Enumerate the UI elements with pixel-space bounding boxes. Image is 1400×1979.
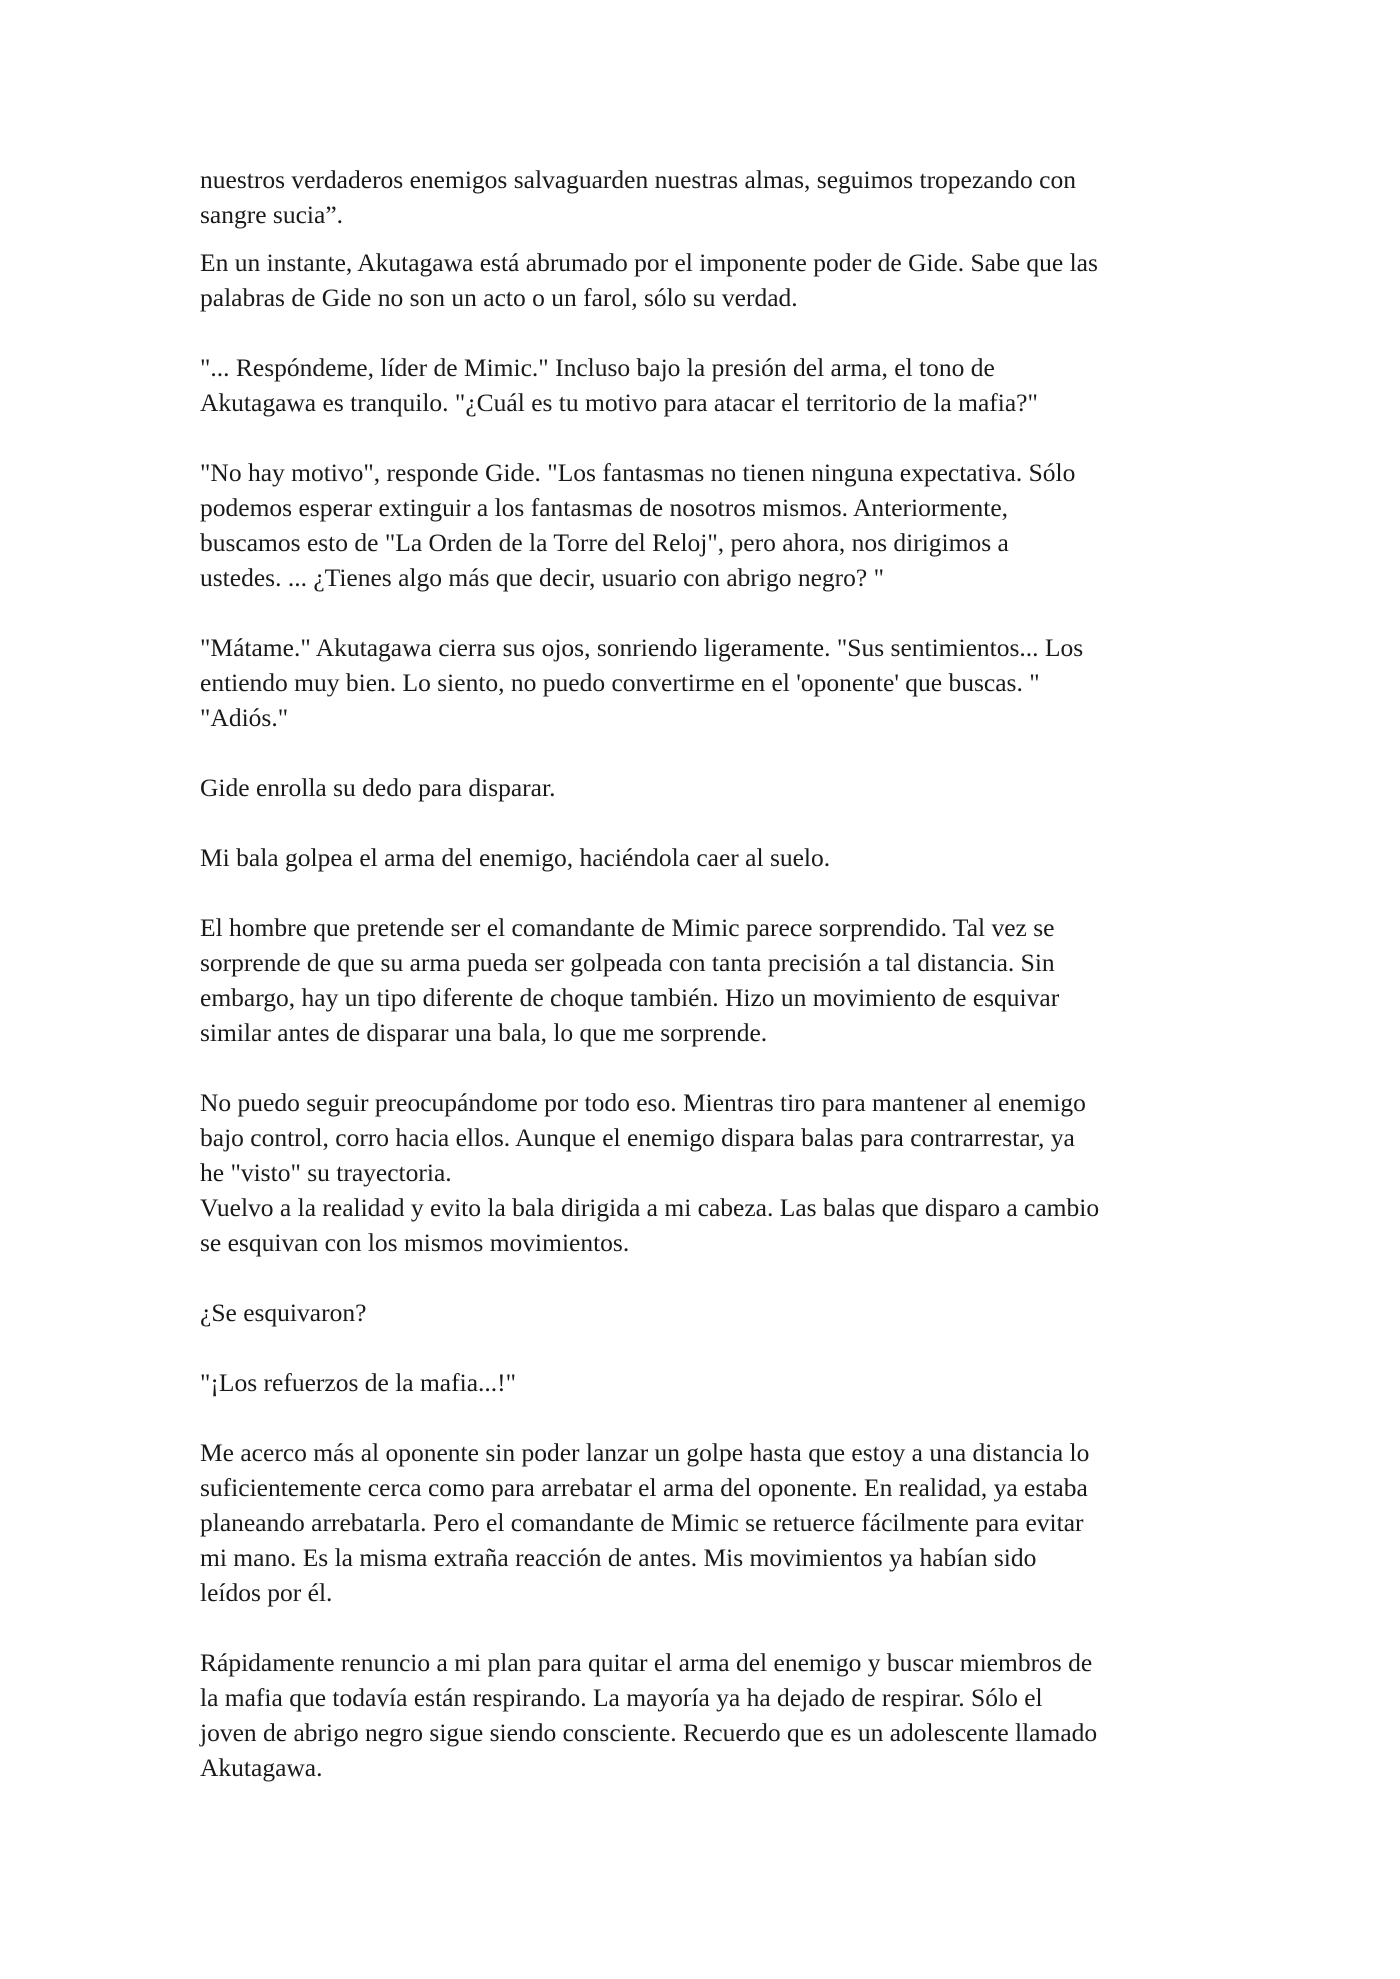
paragraph-7: Mi bala golpea el arma del enemigo, haciéndola caer al suelo. — [200, 843, 831, 872]
paragraph-5: "Mátame." Akutagawa cierra sus ojos, sonriendo ligeramente. "Sus sentimientos... Los entiendo muy bien. Lo siento, no puedo convertirme en el 'oponente' que buscas. " "Adiós." — [200, 633, 1084, 732]
paragraph-9: No puedo seguir preocupándome por todo eso. Mientras tiro para mantener al enemigo bajo control, corro hacia ellos. Aunque el enemigo dispara balas para contrarrestar, ya he "visto" su trayectoria. — [200, 1088, 1086, 1187]
paragraph-8: El hombre que pretende ser el comandante de Mimic parece sorprendido. Tal vez se sorprende de que su arma pueda ser golpeada con tanta precisión a tal distancia. Sin embargo, hay un tipo diferente de choque también. Hizo un movimiento de esquivar similar antes de disparar una bala, lo que me sorprende. — [200, 913, 1060, 1047]
paragraph-10: Vuelvo a la realidad y evito la bala dirigida a mi cabeza. Las balas que disparo a cambio se esquivan con los mismos movimientos. — [200, 1193, 1100, 1257]
paragraph-14: Rápidamente renuncio a mi plan para quitar el arma del enemigo y buscar miembros de la mafia que todavía están respirando. La mayoría ya ha dejado de respirar. Sólo el joven de abrigo negro sigue siendo consciente. Recuerdo que es un adolescente llamado Akutagawa. — [200, 1648, 1098, 1782]
document-page — [200, 162, 1210, 1785]
paragraph-11: ¿Se esquivaron? — [200, 1298, 367, 1327]
paragraph-4: "No hay motivo", responde Gide. "Los fantasmas no tienen ninguna expectativa. Sólo podemos esperar extinguir a los fantasmas de nosotros mismos. Anteriormente, buscamos esto de "La Orden de la Torre del Reloj", pero ahora, nos dirigimos a ustedes. ... ¿Tienes algo más que decir, usuario con abrigo negro? " — [200, 458, 1076, 592]
paragraph-13: Me acerco más al oponente sin poder lanzar un golpe hasta que estoy a una distancia lo suficientemente cerca como para arrebatar el arma del oponente. En realidad, ya estaba planeando arrebatarla. Pero el comandante de Mimic se retuerce fácilmente para evitar mi mano. Es la misma extraña reacción de antes. Mis movimientos ya habían sido leídos por él. — [200, 1438, 1090, 1607]
paragraph-12: "¡Los refuerzos de la mafia...!" — [200, 1368, 517, 1397]
paragraph-6: Gide enrolla su dedo para disparar. — [200, 773, 556, 802]
paragraph-3: "... Respóndeme, líder de Mimic." Incluso bajo la presión del arma, el tono de Akutagawa es tranquilo. "¿Cuál es tu motivo para atacar el territorio de la mafia?" — [200, 353, 1038, 417]
paragraph-2: En un instante, Akutagawa está abrumado por el imponente poder de Gide. Sabe que las palabras de Gide no son un acto o un farol, sólo su verdad. — [200, 248, 1098, 312]
paragraph-1: nuestros verdaderos enemigos salvaguarden nuestras almas, seguimos tropezando con sangre sucia”. — [200, 165, 1076, 229]
